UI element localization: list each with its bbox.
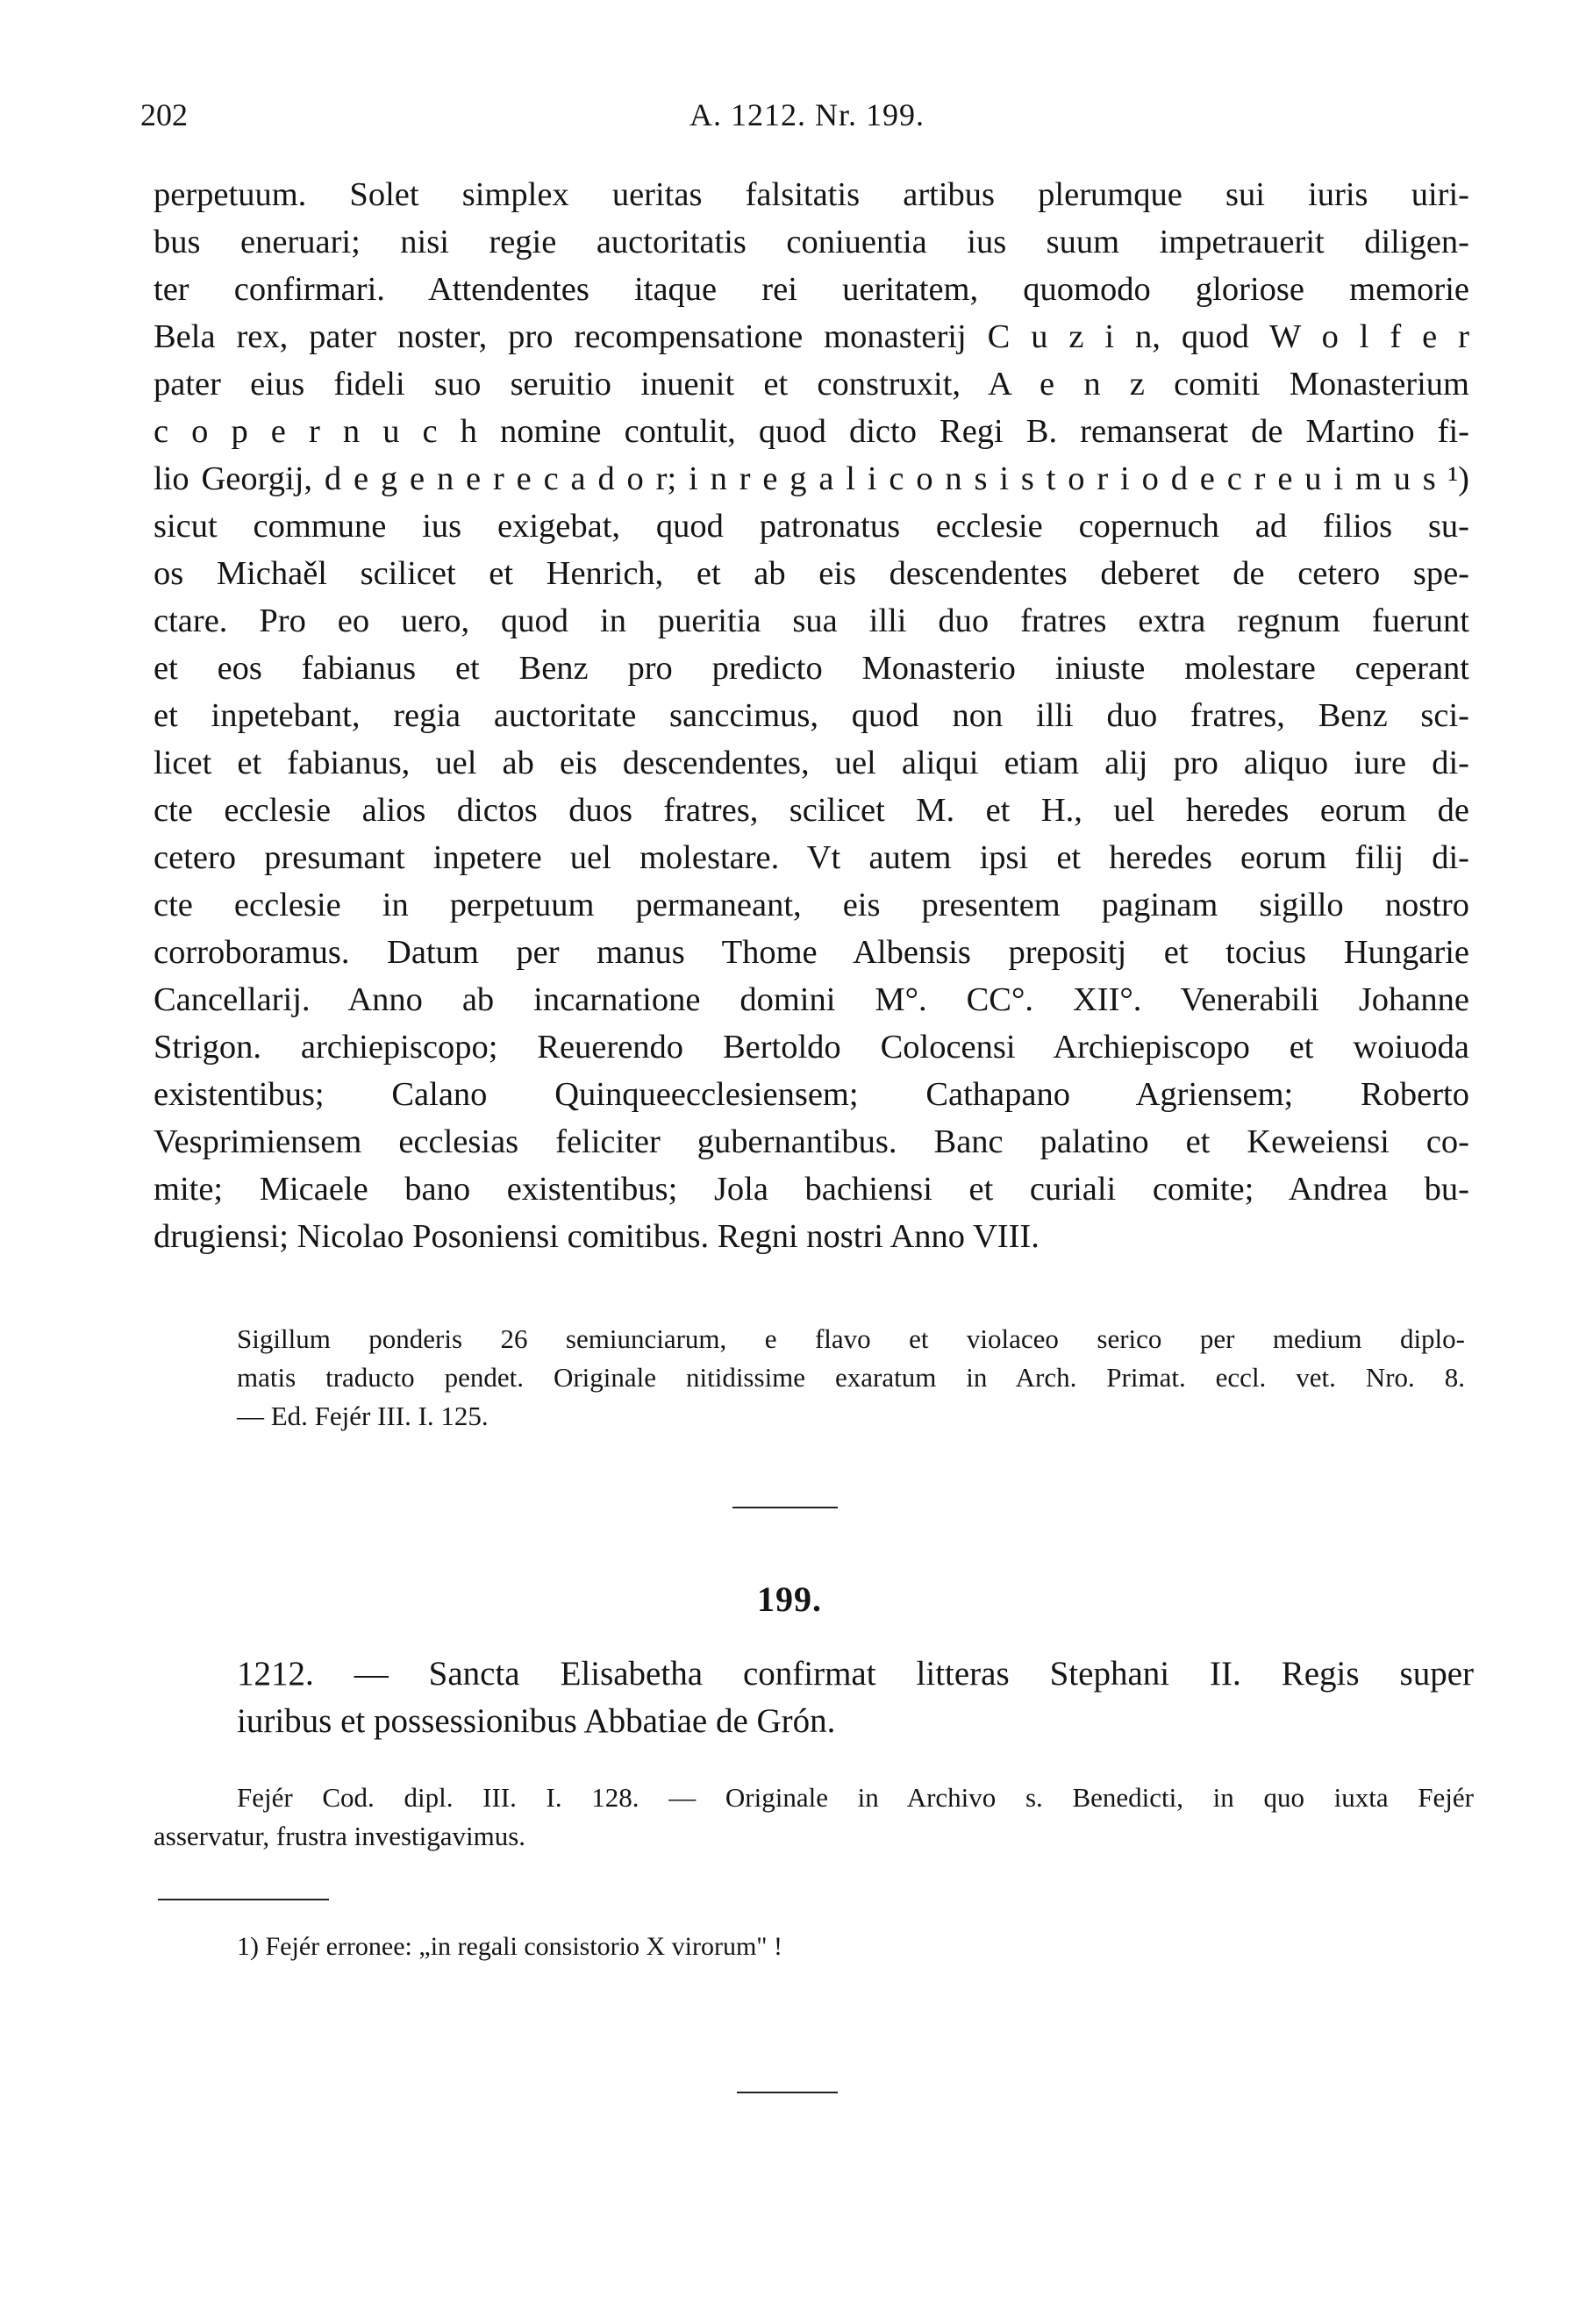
text-line: existentibus; Calano Quinqueecclesiensem; Cathapano Agriensem; Roberto bbox=[154, 1076, 1469, 1113]
seal-note bbox=[237, 1320, 1465, 1436]
end-divider bbox=[737, 2092, 838, 2093]
document-number: 199. bbox=[757, 1579, 822, 1619]
text-line: mite; Micaele bano existentibus; Jola bachiensi et curiali comite; Andrea bu- bbox=[154, 1171, 1469, 1208]
page-number: 202 bbox=[140, 97, 188, 132]
text-line: Cancellarij. Anno ab incarnatione domini M°. CC°. XII°. Venerabili Johanne bbox=[154, 981, 1469, 1018]
regest-line: iuribus et possessionibus Abbatiae de Grón. bbox=[237, 1702, 836, 1740]
regest-line: 1212. — Sancta Elisabetha confirmat litteras Stephani II. Regis super bbox=[237, 1655, 1474, 1693]
text-line: pater eius fideli suo seruitio inuenit et construxit, A e n z comiti Monasterium bbox=[154, 366, 1469, 403]
text-line: Bela rex, pater noster, pro recompensatione monasterij C u z i n, quod W o l f e r bbox=[154, 318, 1469, 355]
text-line: cte ecclesie alios dictos duos fratres, scilicet M. et H., uel heredes eorum de bbox=[154, 792, 1469, 829]
text-line: ctare. Pro eo uero, quod in pueritia sua illi duo fratres extra regnum fuerunt bbox=[154, 602, 1469, 639]
text-line: Strigon. archiepiscopo; Reuerendo Bertoldo Colocensi Archiepiscopo et woiuoda bbox=[154, 1029, 1469, 1066]
note-line: Sigillum ponderis 26 semiunciarum, e flavo et violaceo serico per medium diplo- bbox=[237, 1323, 1465, 1354]
note-line: matis traducto pendet. Originale nitidissime exaratum in Arch. Primat. eccl. vet. Nro. 8. bbox=[237, 1362, 1465, 1393]
text-line: lio Georgij, d e g e n e r e c a d o r; i n r e g a l i c o n s i s t o r i o d e c r e u i m u s ¹) bbox=[154, 460, 1469, 497]
text-line: licet et fabianus, uel ab eis descendentes, uel aliqui etiam alij pro aliquo iure di- bbox=[154, 745, 1469, 781]
source-note bbox=[154, 1779, 1474, 1856]
text-line: et inpetebant, regia auctoritate sanccimus, quod non illi duo fratres, Benz sci- bbox=[154, 697, 1469, 734]
page-header bbox=[140, 96, 1474, 140]
note-line: — Ed. Fejér III. I. 125. bbox=[237, 1401, 489, 1431]
text-line: Vesprimiensem ecclesias feliciter gubernantibus. Banc palatino et Keweiensi co- bbox=[154, 1123, 1469, 1160]
text-line: sicut commune ius exigebat, quod patronatus ecclesie copernuch ad filios su- bbox=[154, 508, 1469, 545]
text-line: corroboramus. Datum per manus Thome Albensis prepositj et tocius Hungarie bbox=[154, 934, 1469, 971]
text-line: ter confirmari. Attendentes itaque rei ueritatem, quomodo gloriose memorie bbox=[154, 271, 1469, 308]
regest bbox=[237, 1650, 1474, 1745]
source-line: asservatur, frustra investigavimus. bbox=[154, 1821, 526, 1851]
running-title: A. 1212. Nr. 199. bbox=[689, 97, 925, 132]
text-line: cte ecclesie in perpetuum permaneant, eis presentem paginam sigillo nostro bbox=[154, 887, 1469, 923]
footnote-divider bbox=[158, 1899, 329, 1900]
source-line: Fejér Cod. dipl. III. I. 128. — Originale in Archivo s. Benedicti, in quo iuxta Fejér bbox=[237, 1782, 1474, 1813]
footnote: 1) Fejér erronee: „in regali consistorio X virorum" ! bbox=[237, 1932, 783, 1961]
text-line: et eos fabianus et Benz pro predicto Monasterio iniuste molestare ceperant bbox=[154, 650, 1469, 687]
text-line: drugiensi; Nicolao Posoniensi comitibus. Regni nostri Anno VIII. bbox=[154, 1218, 1040, 1255]
section-divider bbox=[732, 1507, 838, 1508]
text-line: cetero presumant inpetere uel molestare. Vt autem ipsi et heredes eorum filij di- bbox=[154, 839, 1469, 876]
text-line: os Michaěl scilicet et Henrich, et ab eis descendentes deberet de cetero spe- bbox=[154, 555, 1469, 592]
charter-text bbox=[154, 171, 1469, 1260]
text-line: c o p e r n u c h nomine contulit, quod dicto Regi B. remanserat de Martino fi- bbox=[154, 413, 1469, 450]
text-line: bus eneruari; nisi regie auctoritatis coniuentia ius suum impetrauerit diligen- bbox=[154, 224, 1469, 260]
text-line: perpetuum. Solet simplex ueritas falsitatis artibus plerumque sui iuris uiri- bbox=[154, 176, 1469, 213]
